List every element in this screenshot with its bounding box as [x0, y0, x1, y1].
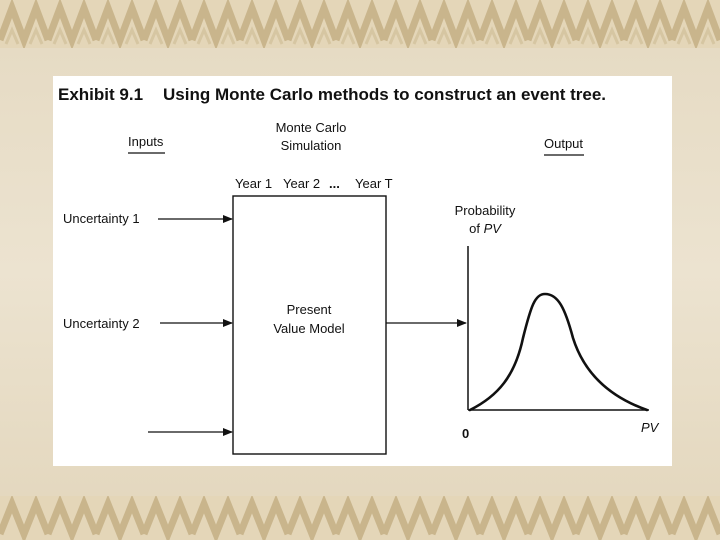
simulation-header-line1: Monte Carlo — [275, 120, 347, 135]
output-header: Output — [544, 136, 584, 151]
decorative-bottom-border — [0, 496, 720, 540]
simulation-header-line2: Simulation — [280, 138, 342, 153]
uncertainty-2-label: Uncertainty 2 — [63, 316, 140, 331]
chart-ylabel-line1: Probability — [454, 203, 516, 218]
pv-probability-curve — [470, 294, 647, 410]
year-ellipsis: ... — [329, 176, 340, 191]
chart-xlabel: PV — [641, 420, 659, 435]
exhibit-number: Exhibit 9.1 — [58, 85, 144, 104]
inputs-header: Inputs — [128, 134, 164, 149]
uncertainty-1-label: Uncertainty 1 — [63, 211, 140, 226]
model-label-line2: Value Model — [273, 321, 345, 336]
monte-carlo-diagram — [53, 76, 672, 466]
exhibit-panel — [53, 76, 672, 466]
chart-ylabel-line2: of PV — [469, 221, 501, 236]
exhibit-title: Using Monte Carlo methods to construct an event tree. — [163, 85, 607, 104]
year-2-label: Year 2 — [283, 176, 321, 191]
chart-origin-label: 0 — [462, 426, 470, 441]
year-1-label: Year 1 — [235, 176, 273, 191]
decorative-top-border — [0, 0, 720, 48]
year-t-label: Year T — [355, 176, 393, 191]
model-label-line1: Present — [286, 302, 332, 317]
